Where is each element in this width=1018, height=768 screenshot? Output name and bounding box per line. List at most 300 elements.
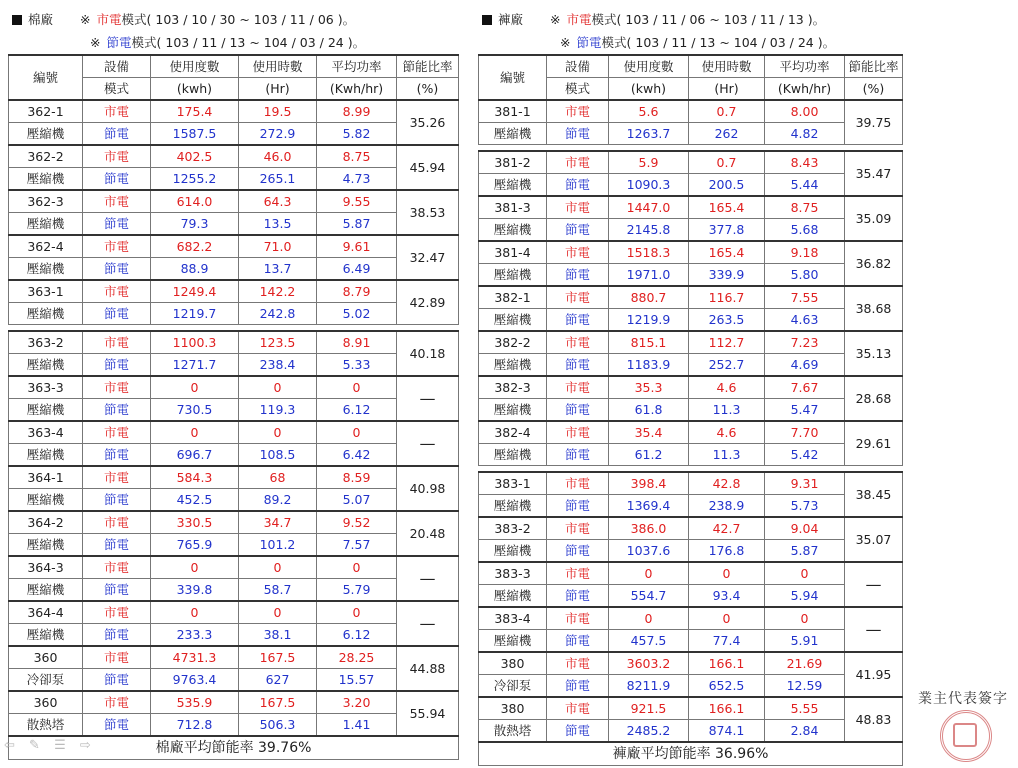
mode-save: 節電 — [547, 264, 609, 287]
unit-id: 360 — [9, 691, 83, 714]
equipment-type: 壓縮機 — [479, 540, 547, 563]
grid-value: 8.99 — [317, 100, 397, 123]
saving-ratio: 20.48 — [397, 511, 459, 556]
mode-grid: 市電 — [547, 652, 609, 675]
save-value: 1255.2 — [151, 168, 239, 191]
save-value: 2145.8 — [609, 219, 689, 242]
table-row — [479, 241, 903, 264]
mode-save: 節電 — [547, 354, 609, 377]
save-value: 1.41 — [317, 714, 397, 737]
grid-value: 8.91 — [317, 331, 397, 354]
table-row — [479, 399, 903, 422]
mode-save: 節電 — [83, 489, 151, 512]
mode-date-range: ( 103 / 10 / 30 ~ 103 / 11 / 06 )。 — [146, 12, 356, 27]
mode-grid: 市電 — [547, 562, 609, 585]
unit-id: 380 — [479, 652, 547, 675]
save-value: 1271.7 — [151, 354, 239, 377]
table-row — [9, 624, 459, 647]
save-value: 11.3 — [689, 444, 765, 466]
grid-value: 7.67 — [765, 376, 845, 399]
save-value: 5.73 — [765, 495, 845, 518]
mode-save: 節電 — [547, 309, 609, 332]
unit-id: 381-2 — [479, 151, 547, 174]
save-value: 5.91 — [765, 630, 845, 653]
grid-value: 0 — [151, 421, 239, 444]
plant-name: 棉廠 — [28, 12, 54, 27]
equipment-type: 壓縮機 — [9, 303, 83, 325]
mode-grid: 市電 — [547, 286, 609, 309]
table-row — [9, 579, 459, 602]
grid-value: 0 — [239, 601, 317, 624]
table-header — [479, 55, 903, 100]
saving-ratio: 40.18 — [397, 331, 459, 376]
table-row — [9, 280, 459, 303]
grid-value: 7.70 — [765, 421, 845, 444]
save-value: 1037.6 — [609, 540, 689, 563]
owner-signature-label: 業主代表簽字 — [918, 691, 1008, 707]
save-value: 6.12 — [317, 624, 397, 647]
unit-id: 362-1 — [9, 100, 83, 123]
unit-id: 382-2 — [479, 331, 547, 354]
grid-value: 165.4 — [689, 196, 765, 219]
grid-value: 9.61 — [317, 235, 397, 258]
header-mode-unit: 模式 — [83, 78, 151, 101]
grid-value: 9.55 — [317, 190, 397, 213]
mode-grid: 市電 — [83, 280, 151, 303]
grid-value: 112.7 — [689, 331, 765, 354]
mode-grid: 市電 — [83, 145, 151, 168]
table-row — [9, 376, 459, 399]
mode-grid: 市電 — [83, 190, 151, 213]
grid-value: 535.9 — [151, 691, 239, 714]
unit-id: 363-4 — [9, 421, 83, 444]
header-power-unit: (Kwh/hr) — [317, 78, 397, 101]
unit-id: 382-1 — [479, 286, 547, 309]
mode-save: 節電 — [547, 495, 609, 518]
equipment-type: 壓縮機 — [9, 534, 83, 557]
saving-ratio: 38.45 — [845, 472, 903, 517]
save-value: 5.07 — [317, 489, 397, 512]
header-hours-unit: (Hr) — [689, 78, 765, 101]
note-mark: ※ — [560, 35, 571, 50]
table-row — [479, 444, 903, 466]
mode-save: 節電 — [83, 624, 151, 647]
unit-id: 362-3 — [9, 190, 83, 213]
mode-line — [8, 31, 448, 54]
saving-ratio: 35.47 — [845, 151, 903, 196]
save-value: 730.5 — [151, 399, 239, 422]
header-usage-unit: (kwh) — [609, 78, 689, 101]
save-value: 200.5 — [689, 174, 765, 197]
save-value: 2485.2 — [609, 720, 689, 743]
table-row — [9, 489, 459, 512]
mode-name: 市電 — [96, 12, 122, 27]
table-row — [9, 466, 459, 489]
mode-save: 節電 — [83, 669, 151, 692]
save-value: 79.3 — [151, 213, 239, 236]
grid-value: 0 — [689, 607, 765, 630]
grid-value: 880.7 — [609, 286, 689, 309]
mode-grid: 市電 — [547, 196, 609, 219]
pants-plant-panel — [478, 8, 898, 766]
grid-value: 0 — [151, 556, 239, 579]
equipment-type: 冷卻泵 — [479, 675, 547, 698]
grid-value: 330.5 — [151, 511, 239, 534]
table-row — [9, 444, 459, 467]
save-value: 1587.5 — [151, 123, 239, 146]
table-row — [9, 511, 459, 534]
save-value: 5.33 — [317, 354, 397, 377]
grid-value: 584.3 — [151, 466, 239, 489]
save-value: 6.12 — [317, 399, 397, 422]
grid-value: 1100.3 — [151, 331, 239, 354]
mode-save: 節電 — [83, 579, 151, 602]
saving-ratio: 44.88 — [397, 646, 459, 691]
unit-id: 383-4 — [479, 607, 547, 630]
save-value: 272.9 — [239, 123, 317, 146]
equipment-type: 壓縮機 — [479, 264, 547, 287]
header-hours-unit: (Hr) — [239, 78, 317, 101]
grid-value: 8.79 — [317, 280, 397, 303]
table-row — [479, 585, 903, 608]
mode-grid: 市電 — [83, 421, 151, 444]
saving-ratio: 45.94 — [397, 145, 459, 190]
grid-value: 7.55 — [765, 286, 845, 309]
grid-value: 9.52 — [317, 511, 397, 534]
square-bullet-icon — [482, 15, 492, 25]
grid-value: 0 — [609, 607, 689, 630]
saving-ratio: 41.95 — [845, 652, 903, 697]
save-value: 89.2 — [239, 489, 317, 512]
table-row — [479, 151, 903, 174]
equipment-type: 壓縮機 — [479, 123, 547, 145]
header-mode-unit: 模式 — [547, 78, 609, 101]
unit-id: 363-2 — [9, 331, 83, 354]
save-value: 262 — [689, 123, 765, 145]
pants-plant-table — [478, 54, 903, 766]
save-value: 5.42 — [765, 444, 845, 466]
mode-grid: 市電 — [547, 151, 609, 174]
grid-value: 166.1 — [689, 652, 765, 675]
mode-date-range: ( 103 / 11 / 13 ~ 104 / 03 / 24 )。 — [626, 35, 836, 50]
table-row — [9, 601, 459, 624]
grid-value: 614.0 — [151, 190, 239, 213]
header-hours: 使用時數 — [239, 55, 317, 78]
equipment-type: 壓縮機 — [479, 174, 547, 197]
unit-id: 364-4 — [9, 601, 83, 624]
save-value: 457.5 — [609, 630, 689, 653]
save-value: 5.47 — [765, 399, 845, 422]
saving-ratio: 38.53 — [397, 190, 459, 235]
table-row — [479, 630, 903, 653]
mode-save: 節電 — [83, 123, 151, 146]
grid-value: 8.75 — [765, 196, 845, 219]
header-mode: 設備 — [83, 55, 151, 78]
saving-ratio: 48.83 — [845, 697, 903, 742]
mode-grid: 市電 — [547, 607, 609, 630]
save-value: 765.9 — [151, 534, 239, 557]
saving-ratio: 39.75 — [845, 100, 903, 145]
table-row — [9, 100, 459, 123]
mode-suffix: 模式 — [121, 12, 147, 27]
mode-save: 節電 — [547, 399, 609, 422]
saving-ratio: — — [397, 601, 459, 646]
unit-id: 382-4 — [479, 421, 547, 444]
mode-grid: 市電 — [547, 376, 609, 399]
table-row — [479, 196, 903, 219]
equipment-type: 壓縮機 — [479, 219, 547, 242]
save-value: 238.9 — [689, 495, 765, 518]
slide-nav — [4, 738, 101, 753]
table-row — [479, 607, 903, 630]
mode-grid: 市電 — [547, 241, 609, 264]
table-row — [9, 646, 459, 669]
save-value: 5.02 — [317, 303, 397, 325]
save-value: 696.7 — [151, 444, 239, 467]
save-value: 252.7 — [689, 354, 765, 377]
mode-save: 節電 — [547, 219, 609, 242]
table-row — [9, 354, 459, 377]
grid-value: 682.2 — [151, 235, 239, 258]
save-value: 4.63 — [765, 309, 845, 332]
equipment-type: 壓縮機 — [9, 354, 83, 377]
mode-date-range: ( 103 / 11 / 06 ~ 103 / 11 / 13 )。 — [616, 12, 826, 27]
mode-save: 節電 — [547, 675, 609, 698]
grid-value: 9.18 — [765, 241, 845, 264]
plant-name: 褲廠 — [498, 12, 524, 27]
save-value: 233.3 — [151, 624, 239, 647]
grid-value: 402.5 — [151, 145, 239, 168]
save-value: 1263.7 — [609, 123, 689, 145]
table-row — [9, 303, 459, 325]
save-value: 11.3 — [689, 399, 765, 422]
grid-value: 0 — [239, 376, 317, 399]
table-row — [479, 675, 903, 698]
saving-ratio: — — [397, 556, 459, 601]
save-value: 61.8 — [609, 399, 689, 422]
grid-value: 0 — [317, 376, 397, 399]
grid-value: 42.8 — [689, 472, 765, 495]
table-row — [9, 123, 459, 146]
pants-plant-header — [478, 8, 898, 54]
mode-save: 節電 — [83, 258, 151, 281]
mode-name: 節電 — [106, 35, 132, 50]
mode-suffix: 模式 — [131, 35, 157, 50]
grid-value: 1249.4 — [151, 280, 239, 303]
save-value: 1971.0 — [609, 264, 689, 287]
equipment-type: 壓縮機 — [9, 258, 83, 281]
mode-grid: 市電 — [547, 697, 609, 720]
save-value: 5.80 — [765, 264, 845, 287]
mode-grid: 市電 — [547, 517, 609, 540]
table-row — [479, 495, 903, 518]
mode-save: 節電 — [547, 123, 609, 145]
equipment-type: 壓縮機 — [479, 585, 547, 608]
table-row — [9, 421, 459, 444]
grid-value: 5.6 — [609, 100, 689, 123]
save-value: 1090.3 — [609, 174, 689, 197]
grid-value: 175.4 — [151, 100, 239, 123]
equipment-type: 壓縮機 — [9, 123, 83, 146]
table-row — [9, 691, 459, 714]
save-value: 1369.4 — [609, 495, 689, 518]
save-value: 7.57 — [317, 534, 397, 557]
equipment-type: 壓縮機 — [479, 444, 547, 466]
forward-arrow-icon[interactable]: ⇨ — [79, 738, 91, 753]
header-row — [479, 55, 903, 78]
save-value: 263.5 — [689, 309, 765, 332]
mode-save: 節電 — [83, 714, 151, 737]
equipment-type: 壓縮機 — [9, 168, 83, 191]
grid-value: 0.7 — [689, 100, 765, 123]
mode-date-range: ( 103 / 11 / 13 ~ 104 / 03 / 24 )。 — [156, 35, 366, 50]
cotton-plant-panel — [8, 8, 453, 760]
grid-value: 142.2 — [239, 280, 317, 303]
grid-value: 5.9 — [609, 151, 689, 174]
grid-value: 0 — [239, 421, 317, 444]
table-row — [479, 331, 903, 354]
grid-value: 35.4 — [609, 421, 689, 444]
grid-value: 167.5 — [239, 646, 317, 669]
table-row — [9, 669, 459, 692]
equipment-type: 壓縮機 — [479, 399, 547, 422]
grid-value: 0 — [239, 556, 317, 579]
grid-value: 9.04 — [765, 517, 845, 540]
save-value: 1219.7 — [151, 303, 239, 325]
save-value: 506.3 — [239, 714, 317, 737]
save-value: 874.1 — [689, 720, 765, 743]
save-value: 339.9 — [689, 264, 765, 287]
mode-save: 節電 — [83, 444, 151, 467]
save-value: 5.82 — [317, 123, 397, 146]
grid-value: 123.5 — [239, 331, 317, 354]
grid-value: 167.5 — [239, 691, 317, 714]
grid-value: 386.0 — [609, 517, 689, 540]
save-value: 9763.4 — [151, 669, 239, 692]
cotton-plant-header — [8, 8, 448, 54]
saving-ratio: 35.13 — [845, 331, 903, 376]
save-value: 652.5 — [689, 675, 765, 698]
header-ratio: 節能比率 — [845, 55, 903, 78]
grid-value: 0 — [609, 562, 689, 585]
save-value: 77.4 — [689, 630, 765, 653]
note-mark: ※ — [90, 35, 101, 50]
note-mark: ※ — [550, 12, 561, 27]
save-value: 4.69 — [765, 354, 845, 377]
square-bullet-icon — [12, 15, 22, 25]
save-value: 242.8 — [239, 303, 317, 325]
equipment-type: 冷卻泵 — [9, 669, 83, 692]
mode-grid: 市電 — [83, 331, 151, 354]
save-value: 377.8 — [689, 219, 765, 242]
save-value: 93.4 — [689, 585, 765, 608]
mode-save: 節電 — [83, 168, 151, 191]
table-row — [479, 219, 903, 242]
table-row — [479, 472, 903, 495]
pen-icon[interactable]: ✎ — [29, 738, 40, 753]
mode-save: 節電 — [547, 720, 609, 743]
save-value: 1219.9 — [609, 309, 689, 332]
save-value: 712.8 — [151, 714, 239, 737]
header-mode: 設備 — [547, 55, 609, 78]
save-value: 12.59 — [765, 675, 845, 698]
mode-save: 節電 — [547, 630, 609, 653]
save-value: 15.57 — [317, 669, 397, 692]
table-row — [9, 399, 459, 422]
grid-value: 0 — [689, 562, 765, 585]
table-row — [9, 168, 459, 191]
saving-ratio: 55.94 — [397, 691, 459, 736]
mode-grid: 市電 — [83, 646, 151, 669]
unit-id: 364-1 — [9, 466, 83, 489]
mode-save: 節電 — [83, 303, 151, 325]
grid-value: 0.7 — [689, 151, 765, 174]
mode-name: 節電 — [576, 35, 602, 50]
back-arrow-icon[interactable]: ⇦ — [4, 738, 15, 753]
grid-value: 921.5 — [609, 697, 689, 720]
table-header — [9, 55, 459, 100]
table-row — [9, 556, 459, 579]
save-value: 5.94 — [765, 585, 845, 608]
grid-value: 9.31 — [765, 472, 845, 495]
equipment-type: 壓縮機 — [9, 489, 83, 512]
equipment-type: 壓縮機 — [479, 495, 547, 518]
save-value: 554.7 — [609, 585, 689, 608]
mode-grid: 市電 — [83, 601, 151, 624]
grid-value: 7.23 — [765, 331, 845, 354]
save-value: 119.3 — [239, 399, 317, 422]
table-row — [479, 652, 903, 675]
equipment-type: 壓縮機 — [479, 354, 547, 377]
mode-grid: 市電 — [547, 472, 609, 495]
mode-grid: 市電 — [547, 100, 609, 123]
table-row — [479, 100, 903, 123]
save-value: 265.1 — [239, 168, 317, 191]
save-value: 2.84 — [765, 720, 845, 743]
save-value: 339.8 — [151, 579, 239, 602]
mode-save: 節電 — [547, 444, 609, 466]
table-row — [9, 534, 459, 557]
grid-value: 815.1 — [609, 331, 689, 354]
save-value: 5.87 — [765, 540, 845, 563]
grid-value: 4731.3 — [151, 646, 239, 669]
seal-stamp-icon — [940, 710, 992, 762]
mode-grid: 市電 — [83, 691, 151, 714]
saving-ratio: — — [397, 376, 459, 421]
grid-value: 1518.3 — [609, 241, 689, 264]
average-row — [479, 742, 903, 766]
unit-id: 381-4 — [479, 241, 547, 264]
grid-value: 398.4 — [609, 472, 689, 495]
header-ratio: 節能比率 — [397, 55, 459, 78]
header-usage: 使用度數 — [609, 55, 689, 78]
mode-save: 節電 — [83, 213, 151, 236]
table-row — [479, 264, 903, 287]
average-saving-rate: 褲廠平均節能率 36.96% — [479, 742, 903, 766]
table-row — [9, 235, 459, 258]
menu-icon[interactable]: ☰ — [54, 738, 66, 753]
table-row — [9, 213, 459, 236]
header-ratio-unit: (%) — [397, 78, 459, 101]
header-usage-unit: (kwh) — [151, 78, 239, 101]
mode-save: 節電 — [83, 354, 151, 377]
table-row — [479, 697, 903, 720]
grid-value: 0 — [765, 607, 845, 630]
save-value: 238.4 — [239, 354, 317, 377]
grid-value: 4.6 — [689, 376, 765, 399]
table-row — [479, 174, 903, 197]
save-value: 6.49 — [317, 258, 397, 281]
